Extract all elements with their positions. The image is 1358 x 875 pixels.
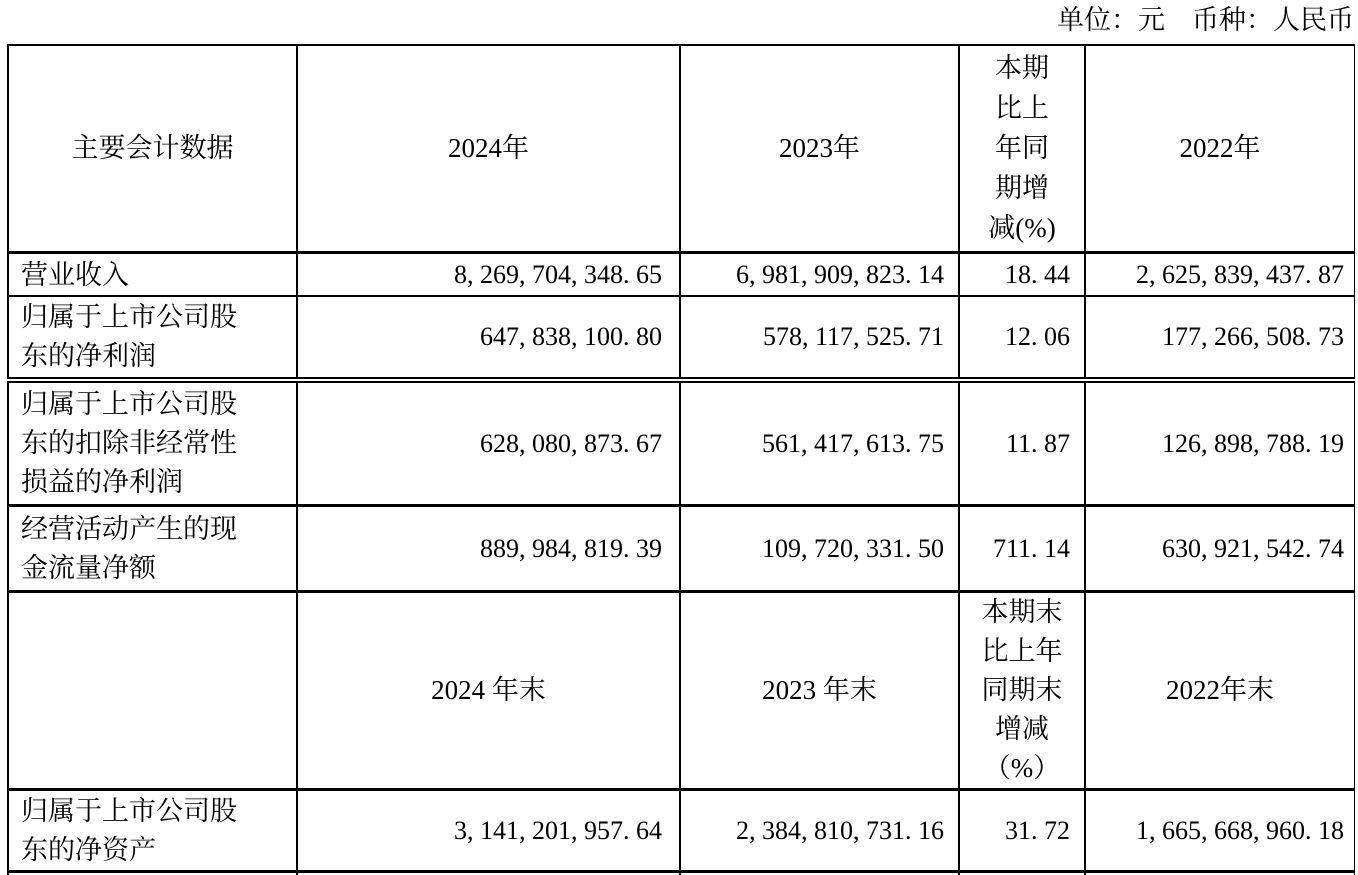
row-label bbox=[8, 790, 297, 872]
table-header-annual bbox=[8, 45, 1355, 252]
row-operating-revenue bbox=[8, 252, 1355, 296]
header-change-line: 增减 bbox=[995, 714, 1049, 745]
key-accounting-data-table bbox=[7, 44, 1355, 875]
row-label-text: 归属于上市公司股东的扣除非经常性损益的净利润 bbox=[21, 389, 237, 498]
table-header-end-of-period bbox=[8, 592, 1355, 790]
row-label bbox=[8, 296, 297, 380]
value-2022: 630, 921, 542. 74 bbox=[1085, 506, 1355, 592]
header-2023: 2023年 bbox=[680, 45, 959, 252]
header-2022: 2022年 bbox=[1085, 45, 1355, 252]
row-label-text: 经营活动产生的现金流量净额 bbox=[21, 513, 237, 583]
value-2023: 6, 981, 909, 823. 14 bbox=[680, 252, 959, 296]
value-2022: 177, 266, 508. 73 bbox=[1085, 296, 1355, 380]
header-change-line: （%） bbox=[983, 753, 1061, 784]
header-2024: 2024年 bbox=[297, 45, 680, 252]
value-2022: 126, 898, 788. 19 bbox=[1085, 380, 1355, 506]
value-change: 31. 72 bbox=[959, 790, 1085, 872]
value-2024: 3, 141, 201, 957. 64 bbox=[297, 790, 680, 872]
value-2024: 889, 984, 819. 39 bbox=[297, 506, 680, 592]
header-2022-end: 2022年末 bbox=[1085, 592, 1355, 790]
value-change: 711. 14 bbox=[959, 506, 1085, 592]
header-empty-cell bbox=[8, 592, 297, 790]
header-change-line: 比上年 bbox=[981, 636, 1063, 667]
header-yoy-change-percent bbox=[959, 45, 1085, 252]
header-2024-end: 2024 年末 bbox=[297, 592, 680, 790]
unit-label: 单位：元 bbox=[1057, 5, 1165, 35]
header-change-line: 减(%) bbox=[988, 213, 1056, 244]
value-2022: 1, 665, 668, 960. 18 bbox=[1085, 790, 1355, 872]
row-net-assets-attributable bbox=[8, 790, 1355, 872]
value-2024: 628, 080, 873. 67 bbox=[297, 380, 680, 506]
header-main-accounting-data: 主要会计数据 bbox=[8, 45, 297, 252]
value-2023: 2, 384, 810, 731. 16 bbox=[680, 790, 959, 872]
currency-label: 币种：人民币 bbox=[1192, 5, 1354, 35]
value-change: 11. 87 bbox=[959, 380, 1085, 506]
value-2023: 578, 117, 525. 71 bbox=[680, 296, 959, 380]
unit-currency-caption bbox=[1057, 2, 1354, 38]
row-label-text: 营业收入 bbox=[21, 259, 129, 290]
header-change-line: 期增 bbox=[995, 173, 1049, 204]
value-change: 18. 44 bbox=[959, 252, 1085, 296]
row-label bbox=[8, 506, 297, 592]
financial-summary-table bbox=[7, 44, 1355, 875]
row-net-cash-flow-operating bbox=[8, 506, 1355, 592]
value-2023: 109, 720, 331. 50 bbox=[680, 506, 959, 592]
header-2023-end: 2023 年末 bbox=[680, 592, 959, 790]
value-change: 12. 06 bbox=[959, 296, 1085, 380]
row-label-text: 归属于上市公司股东的净利润 bbox=[21, 301, 237, 371]
header-end-change-percent bbox=[959, 592, 1085, 790]
row-label bbox=[8, 380, 297, 506]
header-change-line: 本期末 bbox=[981, 597, 1063, 628]
row-label bbox=[8, 252, 297, 296]
header-change-line: 本期 bbox=[995, 53, 1049, 84]
row-label-text: 归属于上市公司股东的净资产 bbox=[21, 795, 237, 865]
row-net-profit-attributable bbox=[8, 296, 1355, 380]
header-change-line: 比上 bbox=[995, 93, 1049, 124]
header-change-line: 年同 bbox=[995, 133, 1049, 164]
header-change-line: 同期末 bbox=[981, 675, 1063, 706]
value-2022: 2, 625, 839, 437. 87 bbox=[1085, 252, 1355, 296]
value-2024: 8, 269, 704, 348. 65 bbox=[297, 252, 680, 296]
row-net-profit-excl-nonrecurring bbox=[8, 380, 1355, 506]
value-2024: 647, 838, 100. 80 bbox=[297, 296, 680, 380]
value-2023: 561, 417, 613. 75 bbox=[680, 380, 959, 506]
